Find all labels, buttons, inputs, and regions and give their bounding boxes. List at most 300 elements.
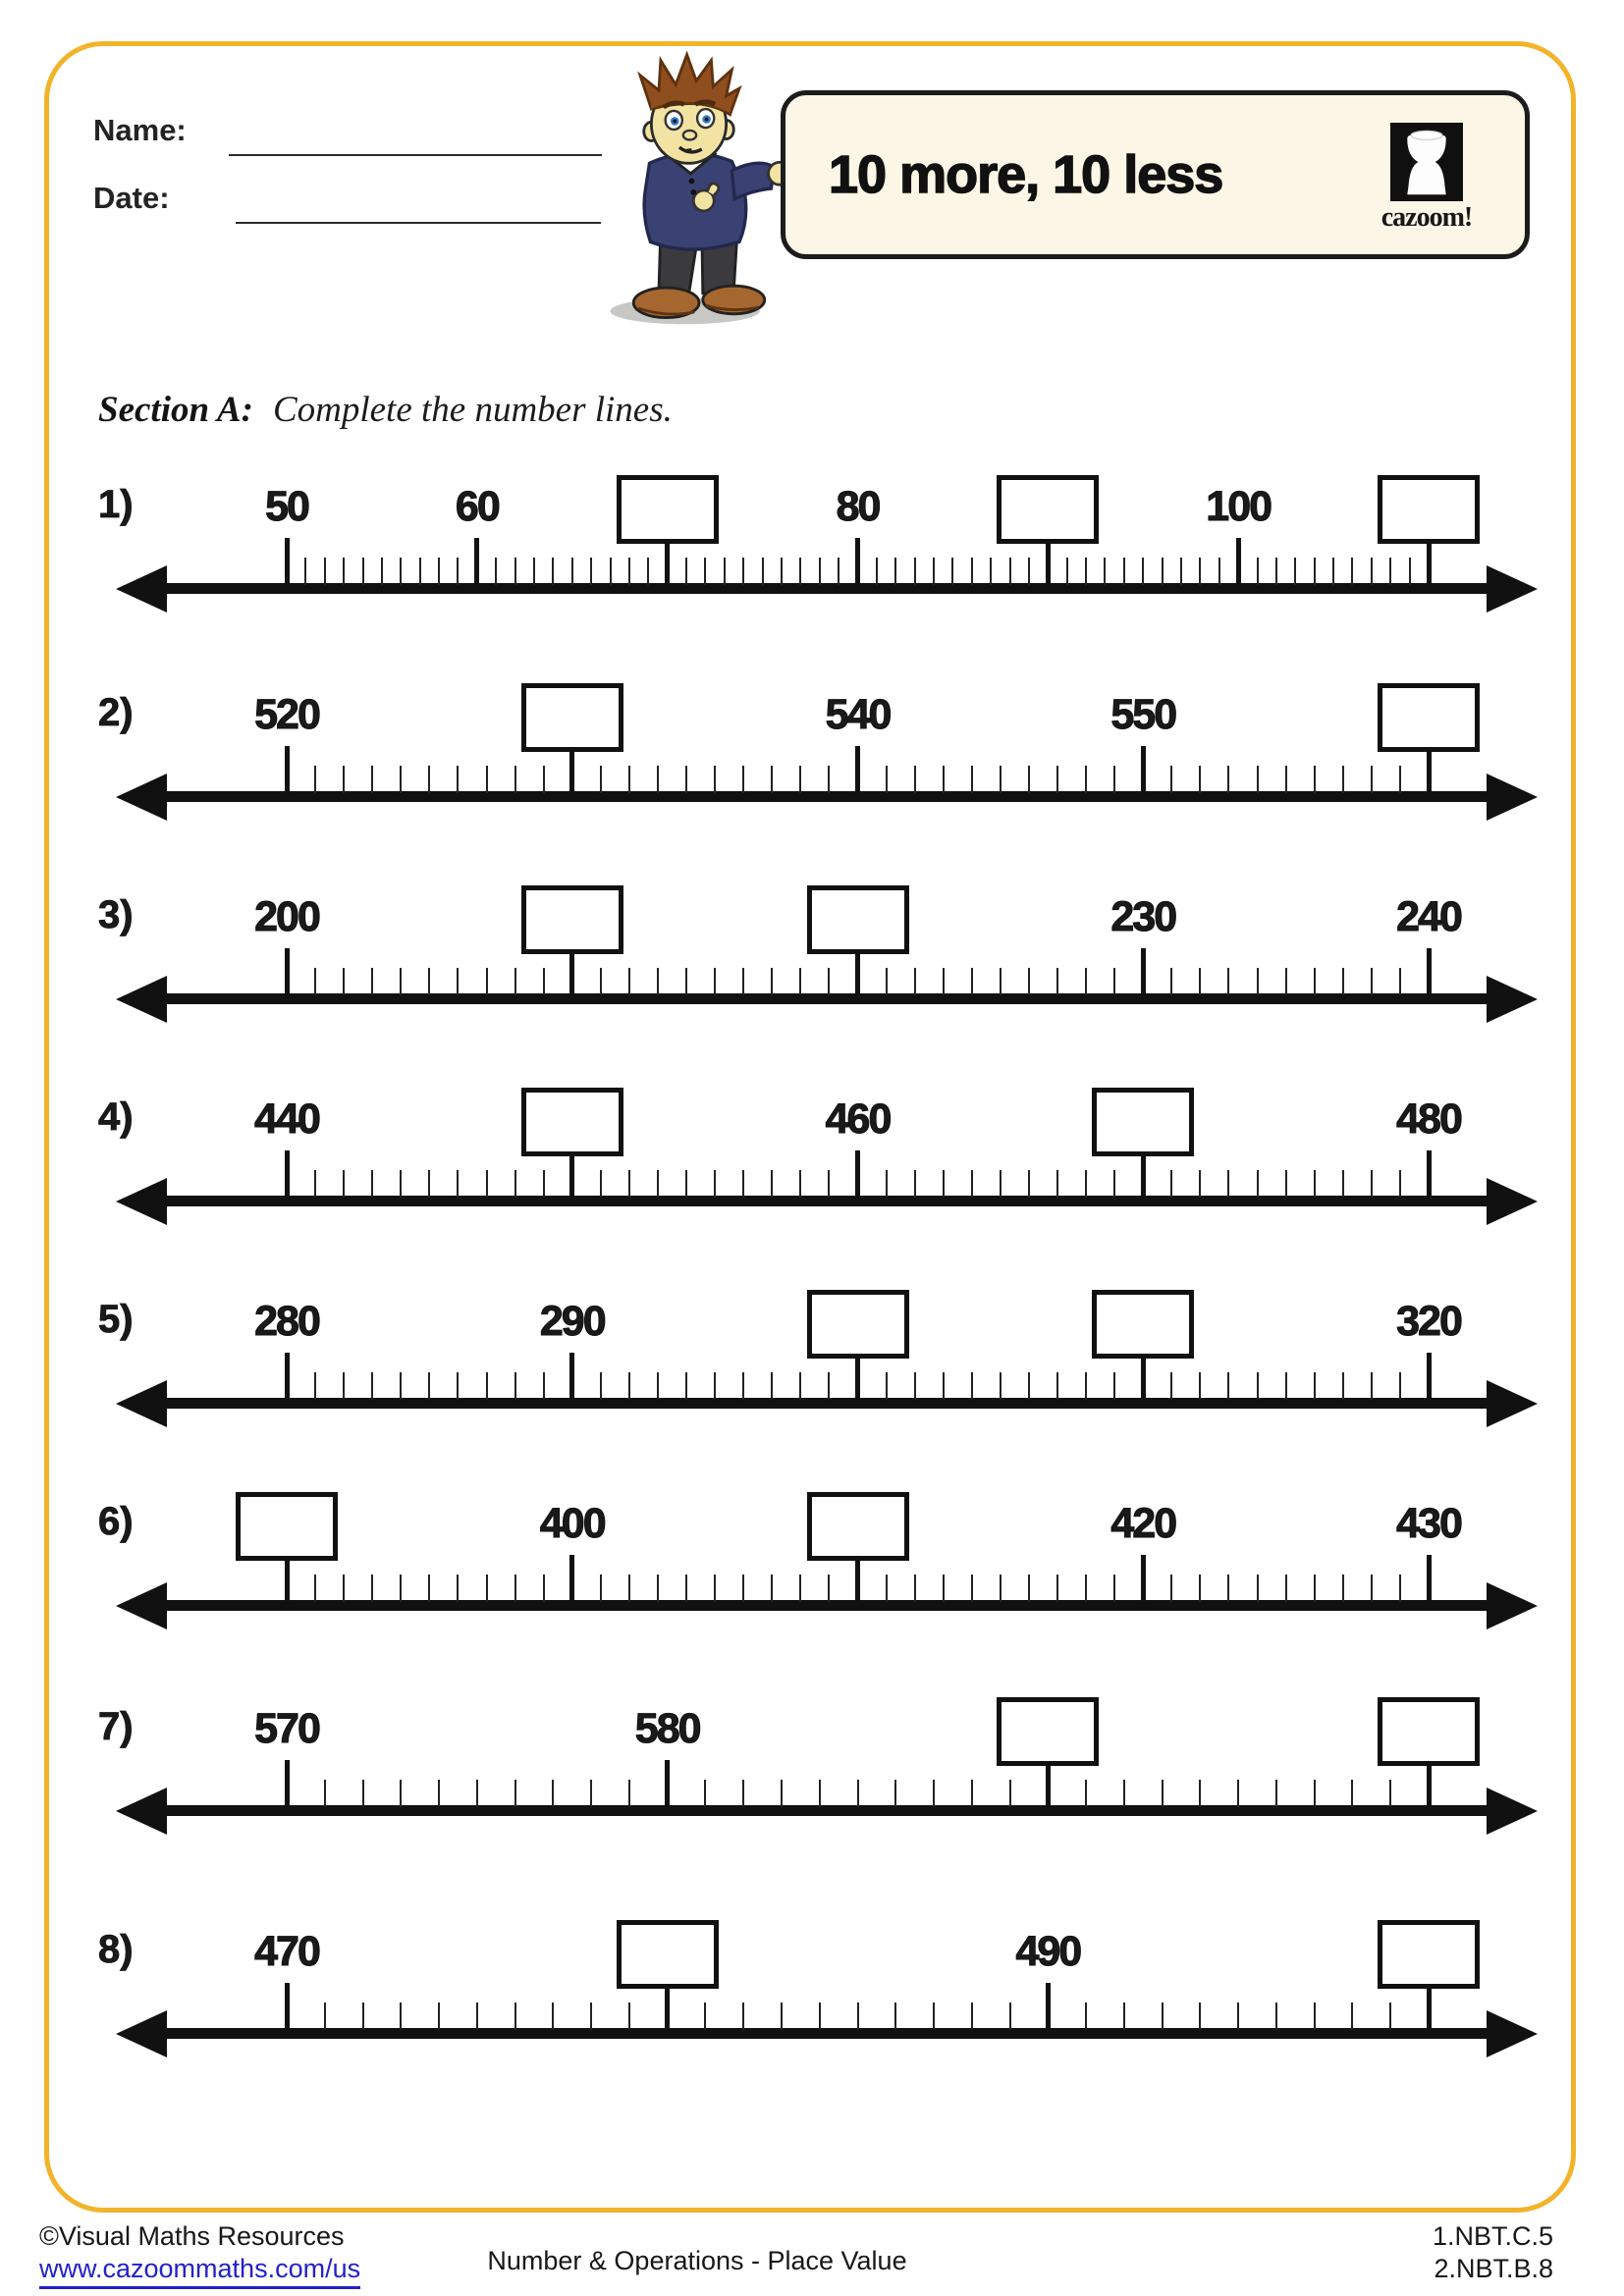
minor-tick: [886, 766, 888, 793]
minor-tick: [533, 558, 535, 585]
minor-tick: [1180, 558, 1182, 585]
row-number: 8): [98, 1928, 134, 1971]
minor-tick: [838, 558, 839, 585]
minor-tick: [514, 1170, 516, 1198]
answer-box-stem: [569, 950, 574, 995]
minor-tick: [1113, 1372, 1115, 1400]
minor-tick: [1314, 1372, 1316, 1400]
minor-tick: [886, 1575, 888, 1602]
minor-tick: [1275, 2002, 1277, 2030]
minor-tick: [876, 558, 878, 585]
minor-tick: [1314, 1170, 1316, 1198]
minor-tick: [1257, 766, 1259, 793]
website-link[interactable]: www.cazoommaths.com/us: [39, 2253, 360, 2289]
minor-tick: [714, 766, 716, 793]
minor-tick: [886, 968, 888, 995]
minor-tick: [324, 1780, 326, 1807]
minor-tick: [1257, 1372, 1259, 1400]
minor-tick: [1000, 968, 1001, 995]
minor-tick: [971, 1372, 973, 1400]
answer-box[interactable]: [1092, 1088, 1194, 1156]
major-tick: [285, 948, 290, 995]
minor-tick: [486, 1372, 488, 1400]
tick-label: 320: [1396, 1298, 1461, 1345]
minor-tick: [1285, 766, 1287, 793]
minor-tick: [314, 1372, 316, 1400]
minor-tick: [1314, 2002, 1316, 2030]
minor-tick: [1342, 1372, 1344, 1400]
minor-tick: [1371, 1170, 1373, 1198]
minor-tick: [933, 558, 935, 585]
minor-tick: [343, 766, 345, 793]
mascot-boy-illustration: [587, 49, 811, 330]
answer-box[interactable]: [1378, 475, 1480, 544]
minor-tick: [514, 1372, 516, 1400]
answer-box-stem: [569, 748, 574, 793]
date-label: Date:: [93, 181, 170, 215]
minor-tick: [1332, 558, 1334, 585]
minor-tick: [1199, 1575, 1201, 1602]
minor-tick: [1285, 1575, 1287, 1602]
minor-tick: [742, 1575, 744, 1602]
minor-tick: [1409, 558, 1411, 585]
minor-tick: [819, 2002, 821, 2030]
minor-tick: [781, 558, 783, 585]
row-number: 5): [98, 1298, 134, 1341]
answer-box-stem: [665, 1985, 670, 2030]
minor-tick: [371, 1575, 373, 1602]
minor-tick: [1351, 558, 1353, 585]
answer-box[interactable]: [807, 1290, 909, 1359]
minor-tick: [1162, 558, 1164, 585]
minor-tick: [343, 1372, 345, 1400]
minor-tick: [324, 2002, 326, 2030]
answer-box-stem: [1427, 1985, 1432, 2030]
minor-tick: [771, 1372, 773, 1400]
minor-tick: [1314, 1780, 1316, 1807]
answer-box-stem: [855, 950, 860, 995]
minor-tick: [1257, 1170, 1259, 1198]
minor-tick: [314, 968, 316, 995]
minor-tick: [1104, 558, 1106, 585]
minor-tick: [1123, 1780, 1125, 1807]
major-tick: [569, 1353, 574, 1400]
tick-label: 100: [1206, 483, 1272, 530]
minor-tick: [1142, 558, 1144, 585]
minor-tick: [742, 1372, 744, 1400]
tick-label: 570: [254, 1705, 319, 1752]
minor-tick: [1227, 1170, 1229, 1198]
minor-tick: [495, 558, 497, 585]
minor-tick: [799, 766, 801, 793]
left-arrowhead-icon: [116, 1380, 167, 1427]
minor-tick: [314, 1575, 316, 1602]
minor-tick: [771, 968, 773, 995]
major-tick: [1141, 746, 1146, 793]
minor-tick: [1342, 968, 1344, 995]
major-tick: [285, 1353, 290, 1400]
right-arrowhead-icon: [1487, 1788, 1538, 1835]
date-field[interactable]: [236, 222, 601, 224]
minor-tick: [799, 1170, 801, 1198]
minor-tick: [943, 766, 945, 793]
minor-tick: [1085, 2002, 1087, 2030]
standard-code: 2.NBT.B.8: [1434, 2254, 1553, 2283]
minor-tick: [799, 968, 801, 995]
section-label: Section A:: [98, 390, 253, 430]
answer-box-stem: [855, 1557, 860, 1602]
minor-tick: [1314, 968, 1316, 995]
minor-tick: [514, 558, 516, 585]
minor-tick: [1227, 766, 1229, 793]
left-arrowhead-icon: [116, 1178, 167, 1225]
row-number: 7): [98, 1705, 134, 1748]
minor-tick: [304, 558, 306, 585]
minor-tick: [486, 1575, 488, 1602]
minor-tick: [438, 1780, 440, 1807]
minor-tick: [476, 2002, 478, 2030]
minor-tick: [343, 1170, 345, 1198]
minor-tick: [1028, 1170, 1030, 1198]
minor-tick: [486, 766, 488, 793]
minor-tick: [1028, 1372, 1030, 1400]
section-instruction: Complete the number lines.: [272, 390, 673, 430]
minor-tick: [657, 1372, 659, 1400]
answer-box-stem: [1427, 748, 1432, 793]
minor-tick: [714, 1575, 716, 1602]
minor-tick: [371, 1170, 373, 1198]
major-tick: [855, 538, 860, 585]
tick-label: 420: [1110, 1500, 1176, 1547]
minor-tick: [1113, 1170, 1115, 1198]
minor-tick: [1227, 1372, 1229, 1400]
minor-tick: [1066, 558, 1068, 585]
tick-label: 550: [1110, 691, 1176, 738]
minor-tick: [1294, 558, 1296, 585]
answer-box[interactable]: [617, 475, 719, 544]
major-tick: [1427, 1150, 1432, 1198]
minor-tick: [1085, 1780, 1087, 1807]
minor-tick: [1371, 766, 1373, 793]
minor-tick: [1218, 558, 1220, 585]
minor-tick: [742, 1170, 744, 1198]
minor-tick: [1351, 2002, 1353, 2030]
minor-tick: [1028, 766, 1030, 793]
minor-tick: [343, 558, 345, 585]
minor-tick: [828, 968, 830, 995]
minor-tick: [514, 1575, 516, 1602]
minor-tick: [600, 1170, 602, 1198]
minor-tick: [628, 1372, 630, 1400]
major-tick: [285, 538, 290, 585]
minor-tick: [914, 1372, 916, 1400]
worksheet-title: 10 more, 10 less: [829, 145, 1223, 204]
minor-tick: [1199, 1372, 1201, 1400]
minor-tick: [1085, 1575, 1087, 1602]
minor-tick: [543, 1170, 545, 1198]
minor-tick: [1009, 558, 1011, 585]
major-tick: [1141, 1555, 1146, 1602]
minor-tick: [657, 1170, 659, 1198]
minor-tick: [1000, 1575, 1001, 1602]
answer-box[interactable]: [1378, 683, 1480, 752]
tick-label: 80: [836, 483, 880, 530]
minor-tick: [428, 968, 430, 995]
major-tick: [1046, 1983, 1051, 2030]
minor-tick: [552, 1780, 554, 1807]
major-tick: [474, 538, 479, 585]
minor-tick: [1314, 558, 1316, 585]
minor-tick: [1257, 968, 1259, 995]
minor-tick: [1389, 2002, 1391, 2030]
minor-tick: [914, 1575, 916, 1602]
minor-tick: [628, 766, 630, 793]
number-line-row: [0, 432, 1624, 614]
minor-tick: [990, 558, 992, 585]
minor-tick: [819, 1780, 821, 1807]
minor-tick: [771, 1170, 773, 1198]
minor-tick: [714, 968, 716, 995]
tick-label: 430: [1396, 1500, 1461, 1547]
minor-tick: [1314, 1575, 1316, 1602]
major-tick: [1427, 1353, 1432, 1400]
answer-box[interactable]: [1378, 1920, 1480, 1989]
major-tick: [285, 1983, 290, 2030]
minor-tick: [781, 2002, 783, 2030]
answer-box-stem: [1427, 540, 1432, 585]
number-line-row: [0, 640, 1624, 822]
minor-tick: [1199, 968, 1201, 995]
minor-tick: [714, 1372, 716, 1400]
number-line-row: [0, 842, 1624, 1024]
minor-tick: [543, 968, 545, 995]
right-arrowhead-icon: [1487, 1178, 1538, 1225]
minor-tick: [457, 1170, 459, 1198]
minor-tick: [647, 558, 649, 585]
minor-tick: [971, 1575, 973, 1602]
copyright: ©Visual Maths Resources: [39, 2221, 345, 2251]
minor-tick: [438, 2002, 440, 2030]
minor-tick: [685, 1575, 687, 1602]
answer-box-stem: [569, 1152, 574, 1198]
minor-tick: [1123, 2002, 1125, 2030]
right-arrowhead-icon: [1487, 1380, 1538, 1427]
major-tick: [855, 1150, 860, 1198]
name-field[interactable]: [229, 154, 602, 156]
answer-box[interactable]: [997, 1697, 1099, 1766]
left-arrowhead-icon: [116, 1582, 167, 1629]
number-line-track: [165, 1398, 1489, 1409]
answer-box-stem: [1046, 1762, 1051, 1807]
minor-tick: [714, 1170, 716, 1198]
cazoom-logo: [1354, 123, 1499, 234]
section-heading: [98, 389, 673, 431]
minor-tick: [1314, 766, 1316, 793]
answer-box[interactable]: [521, 683, 623, 752]
answer-box[interactable]: [807, 885, 909, 954]
answer-box[interactable]: [521, 885, 623, 954]
minor-tick: [362, 558, 364, 585]
minor-tick: [828, 1575, 830, 1602]
minor-tick: [799, 1372, 801, 1400]
major-tick: [1427, 948, 1432, 995]
row-number: 4): [98, 1095, 134, 1139]
minor-tick: [419, 558, 421, 585]
minor-tick: [971, 766, 973, 793]
minor-tick: [685, 766, 687, 793]
minor-tick: [590, 558, 592, 585]
minor-tick: [1085, 766, 1087, 793]
major-tick: [1236, 538, 1241, 585]
minor-tick: [400, 558, 402, 585]
minor-tick: [1227, 1575, 1229, 1602]
minor-tick: [1009, 2002, 1011, 2030]
tick-label: 540: [825, 691, 891, 738]
number-line-row: [0, 1654, 1624, 1836]
minor-tick: [1237, 1780, 1239, 1807]
minor-tick: [1399, 1575, 1401, 1602]
minor-tick: [343, 968, 345, 995]
major-tick: [665, 1760, 670, 1807]
minor-tick: [428, 766, 430, 793]
tick-label: 280: [254, 1298, 319, 1345]
major-tick: [569, 1555, 574, 1602]
minor-tick: [1275, 558, 1277, 585]
answer-box[interactable]: [997, 475, 1099, 544]
minor-tick: [742, 1780, 744, 1807]
minor-tick: [1399, 968, 1401, 995]
answer-box[interactable]: [617, 1920, 719, 1989]
minor-tick: [1009, 1780, 1011, 1807]
minor-tick: [543, 1372, 545, 1400]
minor-tick: [685, 1372, 687, 1400]
minor-tick: [1056, 968, 1058, 995]
tick-label: 240: [1396, 893, 1461, 940]
name-label: Name:: [93, 113, 187, 147]
tick-label: 480: [1396, 1095, 1461, 1143]
row-number: 3): [98, 893, 134, 936]
footer-standards: [1433, 2220, 1553, 2285]
minor-tick: [590, 1780, 592, 1807]
minor-tick: [371, 1372, 373, 1400]
minor-tick: [1170, 1575, 1172, 1602]
minor-tick: [1371, 558, 1373, 585]
minor-tick: [571, 558, 573, 585]
number-line-track: [165, 1196, 1489, 1206]
minor-tick: [1351, 1780, 1353, 1807]
answer-box[interactable]: [1378, 1697, 1480, 1766]
minor-tick: [1056, 1575, 1058, 1602]
minor-tick: [1056, 1372, 1058, 1400]
minor-tick: [943, 1170, 945, 1198]
answer-box[interactable]: [236, 1492, 338, 1561]
minor-tick: [1056, 1170, 1058, 1198]
minor-tick: [943, 1575, 945, 1602]
right-arrowhead-icon: [1487, 2010, 1538, 2057]
minor-tick: [438, 558, 440, 585]
minor-tick: [799, 1575, 801, 1602]
major-tick: [1141, 948, 1146, 995]
major-tick: [285, 1760, 290, 1807]
answer-box[interactable]: [807, 1492, 909, 1561]
minor-tick: [371, 766, 373, 793]
minor-tick: [1399, 1170, 1401, 1198]
minor-tick: [543, 1575, 545, 1602]
answer-box-stem: [1427, 1762, 1432, 1807]
answer-box[interactable]: [1092, 1290, 1194, 1359]
minor-tick: [1123, 558, 1125, 585]
minor-tick: [762, 558, 764, 585]
tick-label: 520: [254, 691, 319, 738]
minor-tick: [771, 766, 773, 793]
footer-topic: Number & Operations - Place Value: [487, 2246, 907, 2275]
minor-tick: [600, 1372, 602, 1400]
minor-tick: [742, 968, 744, 995]
minor-tick: [400, 2002, 402, 2030]
minor-tick: [1199, 766, 1201, 793]
minor-tick: [400, 1372, 402, 1400]
right-arrowhead-icon: [1487, 774, 1538, 821]
minor-tick: [314, 766, 316, 793]
minor-tick: [514, 2002, 516, 2030]
minor-tick: [457, 766, 459, 793]
minor-tick: [1000, 766, 1001, 793]
tick-label: 470: [254, 1928, 319, 1975]
minor-tick: [1237, 2002, 1239, 2030]
minor-tick: [657, 1575, 659, 1602]
minor-tick: [1170, 766, 1172, 793]
minor-tick: [704, 2002, 706, 2030]
minor-tick: [1371, 968, 1373, 995]
minor-tick: [943, 968, 945, 995]
left-arrowhead-icon: [116, 1788, 167, 1835]
minor-tick: [628, 2002, 630, 2030]
minor-tick: [1170, 1372, 1172, 1400]
tick-label: 440: [254, 1095, 319, 1143]
answer-box-stem: [1141, 1355, 1146, 1400]
number-line-row: [0, 1044, 1624, 1226]
minor-tick: [724, 558, 726, 585]
minor-tick: [1199, 1170, 1201, 1198]
tick-label: 490: [1015, 1928, 1081, 1975]
minor-tick: [914, 766, 916, 793]
minor-tick: [771, 1575, 773, 1602]
minor-tick: [971, 968, 973, 995]
minor-tick: [657, 968, 659, 995]
number-line-row: [0, 1877, 1624, 2058]
minor-tick: [1085, 558, 1087, 585]
major-tick: [285, 1150, 290, 1198]
major-tick: [285, 746, 290, 793]
minor-tick: [886, 1372, 888, 1400]
row-number: 1): [98, 483, 134, 526]
tick-label: 290: [539, 1298, 605, 1345]
minor-tick: [381, 558, 383, 585]
minor-tick: [600, 968, 602, 995]
minor-tick: [1199, 2002, 1201, 2030]
right-arrowhead-icon: [1487, 976, 1538, 1023]
minor-tick: [1199, 1780, 1201, 1807]
minor-tick: [1028, 1575, 1030, 1602]
minor-tick: [1285, 1372, 1287, 1400]
minor-tick: [971, 2002, 973, 2030]
minor-tick: [742, 2002, 744, 2030]
answer-box[interactable]: [521, 1088, 623, 1156]
minor-tick: [457, 1575, 459, 1602]
answer-box-stem: [665, 540, 670, 585]
minor-tick: [894, 558, 896, 585]
number-line-track: [165, 791, 1489, 802]
